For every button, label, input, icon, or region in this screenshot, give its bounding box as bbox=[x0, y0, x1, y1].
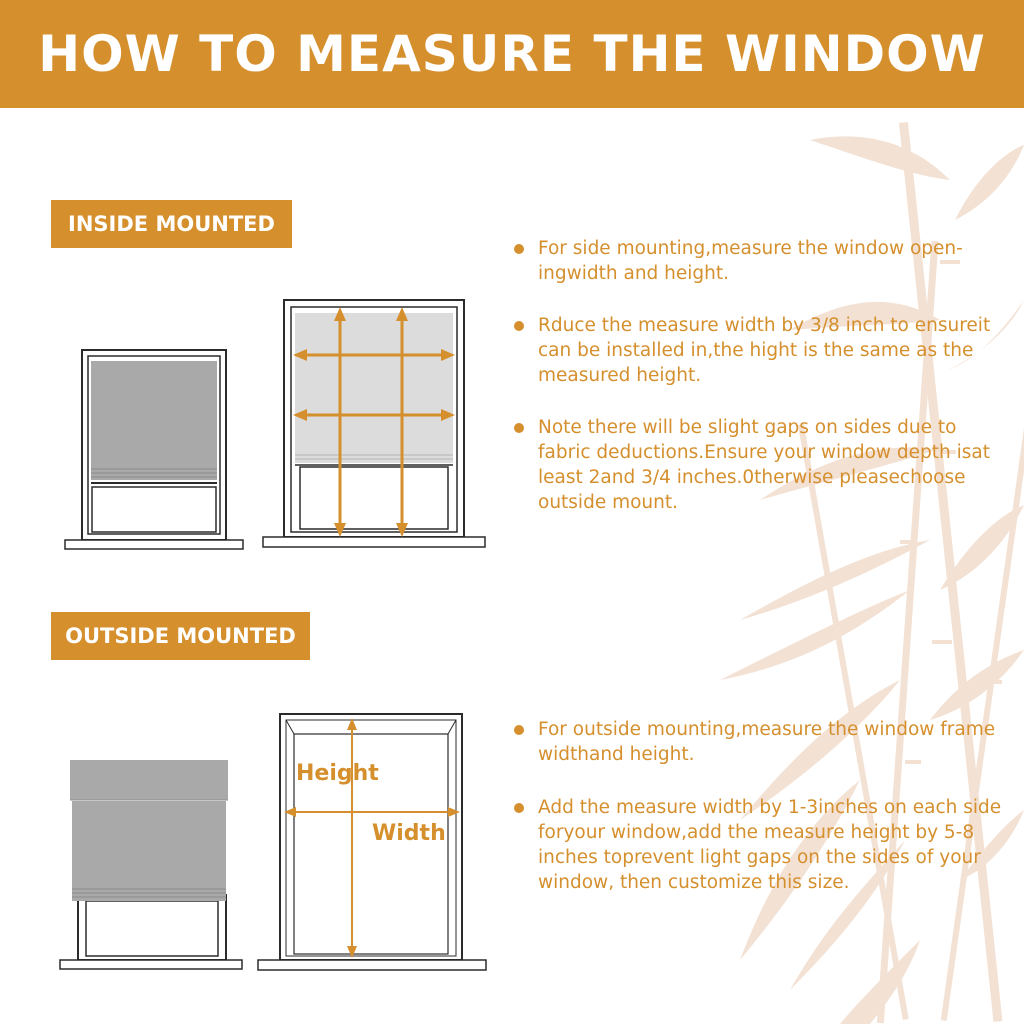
width-label: Width bbox=[372, 821, 446, 846]
bullet-text: Rduce the measure width by 3/8 inch to ensureit can be installed in,the hight is the same as the measured height. bbox=[538, 315, 991, 386]
page-title: HOW TO MEASURE THE WINDOW bbox=[38, 25, 986, 83]
inside-instructions-list bbox=[513, 236, 1013, 515]
bullet-dot-icon bbox=[514, 244, 524, 254]
outside-window-shade-diagram bbox=[58, 755, 248, 970]
list-item bbox=[513, 795, 1013, 895]
bullet-text: Add the measure width by 1-3inches on each side foryour window,add the measure height by 5-8 inches toprevent light gaps on the sides of your window, then customize this size. bbox=[538, 797, 1002, 893]
outside-mounted-label: OUTSIDE MOUNTED bbox=[51, 612, 310, 660]
inside-measure-diagram bbox=[260, 295, 488, 553]
bullet-text: Note there will be slight gaps on sides due to fabric deductions.Ensure your window depth isat least 2and 3/4 inches.0therwise pleasechoose outside mount. bbox=[538, 417, 990, 513]
height-label: Height bbox=[296, 761, 379, 786]
outside-instructions-list bbox=[513, 717, 1013, 895]
bullet-dot-icon bbox=[514, 725, 524, 735]
bullet-text: For outside mounting,measure the window frame widthand height. bbox=[538, 719, 996, 765]
list-item bbox=[513, 415, 1013, 515]
inside-window-shade-diagram bbox=[60, 345, 250, 555]
bullet-dot-icon bbox=[514, 803, 524, 813]
outside-measure-diagram bbox=[256, 710, 488, 972]
list-item bbox=[513, 313, 1013, 388]
bullet-text: For side mounting,measure the window open-ingwidth and height. bbox=[538, 238, 963, 284]
bullet-dot-icon bbox=[514, 423, 524, 433]
list-item bbox=[513, 717, 1013, 767]
list-item bbox=[513, 236, 1013, 286]
bullet-dot-icon bbox=[514, 321, 524, 331]
header-banner bbox=[0, 0, 1024, 108]
inside-mounted-label: INSIDE MOUNTED bbox=[51, 200, 292, 248]
